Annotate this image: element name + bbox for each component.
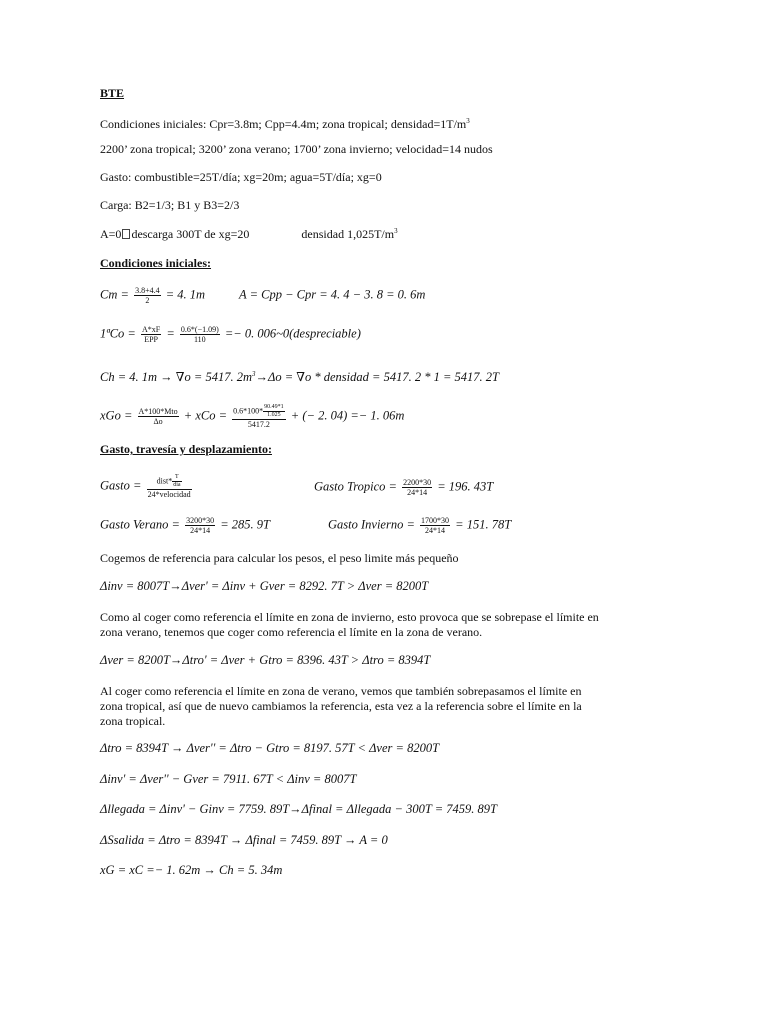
section-heading-condiciones: Condiciones iniciales: xyxy=(100,256,212,270)
document-title: BTE xyxy=(100,86,125,100)
equation-delta-ver: Δver = 8200T→Δtro' = Δver + Gtro = 8396. 43T > Δtro = 8394T xyxy=(100,653,431,667)
equation-ch: Ch = 4. 1m → ∇o = 5417. $2m^3\to\Delta o = \nabla o$ * densidad = 5417. 2 * 1 = 5417. 2T xyxy=(100,370,499,385)
equation-delta-inv: Δinv = 8007T→Δver' = Δinv + Gver = 8292. 7T > Δver = 8200T xyxy=(100,579,429,593)
intro-line-1: Condiciones iniciales: Cpr=3.8m; Cpp=4.4m; zona tropical; $densidad=1T/m^3$ xyxy=(100,117,470,131)
intro-line-5: A=0 descarga 300T de xg=20 densidad $1,025T/m^3$ xyxy=(100,227,398,241)
equation-gasto: Gasto = dist* $\frac{T}{\text{dia}}$ 24*velocidad xyxy=(100,474,191,499)
equation-co: 1ªCo = $\frac{A*xF}{\text{EPP}}$ = $\frac{0.6*(-1.09)}{110}$ =− 0. 006~0(despreciable) xyxy=(100,325,361,344)
paragraph-invierno: Como al coger como referencia el límite en zona de invierno, esto provoca que se sobrepase el límite en zona verano, tenemos que coger como referencia el límite en la zona de verano. xyxy=(100,610,599,639)
equation-xg-final: xG = xC =− 1. 62m → Ch = 5. 34m xyxy=(100,863,283,877)
equation-delta-tro: Δtro = 8394T → Δver'' = Δtro − Gtro = 8197. 57T < Δver = 8200T xyxy=(100,741,440,755)
missing-glyph-box xyxy=(122,229,130,239)
equation-cm: Cm = $\frac{3.8+4.4}{2}$ = 4. 1m A = Cpp − Cpr = 4. 4 − 3. 8 = 0. 6m xyxy=(100,286,426,305)
paragraph-referencia: Cogemos de referencia para calcular los pesos, el peso limite más pequeño xyxy=(100,551,459,565)
equation-gasto-invierno: Gasto Invierno = $\frac{1700*30}{24*14}$ = 151. 78T xyxy=(328,516,512,535)
intro-line-2: 2200’ zona tropical; 3200’ zona verano; 1700’ zona invierno; velocidad=14 nudos xyxy=(100,142,493,156)
equation-gasto-verano: Gasto Verano = $\frac{3200*30}{24*14}$ = 285. 9T xyxy=(100,516,270,535)
equation-delta-llegada: Δllegada = Δinv' − Ginv = 7759. 89T→Δfinal = Δllegada − 300T = 7459. 89T xyxy=(100,802,497,816)
equation-xgo: xGo = $\frac{\text{A*100*Mto}}{\Delta o}$ + xCo = 0.6*100* $\frac{90.49*1}{1.025}$ 5417.2 + (− 2. 04) =− 1. 06m xyxy=(100,404,405,429)
equation-delta-inv-prime: Δinv' = Δver'' − Gver = 7911. 67T < Δinv = 8007T xyxy=(100,772,357,786)
equation-gasto-tropico: Gasto Tropico = $\frac{2200*30}{24*14}$ = 196. 43T xyxy=(314,478,494,497)
intro-line-4: Carga: B2=1/3; B1 y B3=2/3 xyxy=(100,198,240,212)
equation-delta-salida: ΔSsalida = Δtro = 8394T → Δfinal = 7459. 89T → A = 0 xyxy=(100,833,388,847)
section-heading-gasto: Gasto, travesía y desplazamiento: xyxy=(100,442,272,456)
intro-line-3: Gasto: combustible=25T/día; xg=20m; agua=5T/día; xg=0 xyxy=(100,170,382,184)
paragraph-verano: Al coger como referencia el límite en zona de verano, vemos que también sobrepasamos el límite en zona tropical, así que de nuevo cambiamos la referencia, esta vez a la referencia sobre el límite en la zona tropical. xyxy=(100,684,582,728)
